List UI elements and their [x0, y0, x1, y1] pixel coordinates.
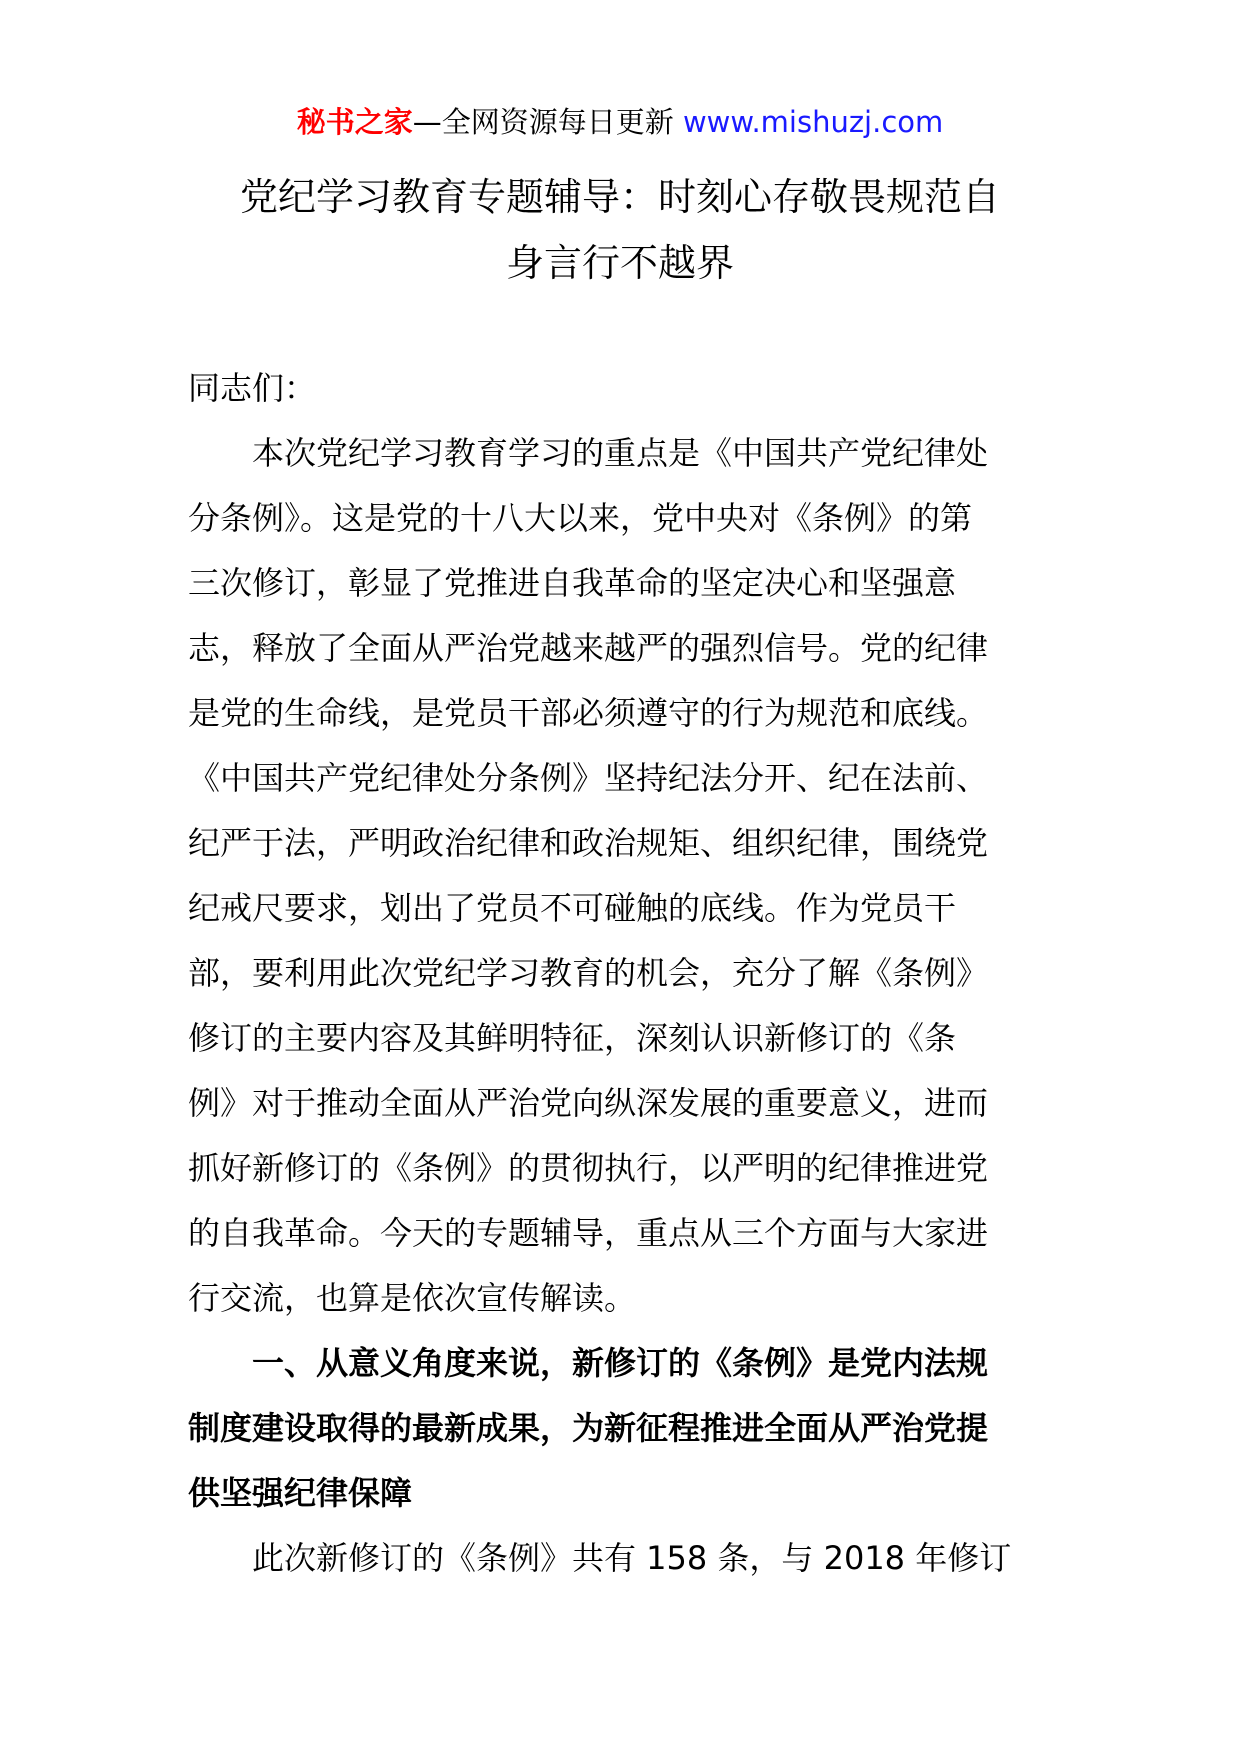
paragraph-line: 本次党纪学习教育学习的重点是《中国共产党纪律处 — [252, 434, 989, 472]
paragraph-line: 例》对于推动全面从严治党向纵深发展的重要意义，进而 — [188, 1084, 989, 1122]
paragraph-line: 纪戒尺要求，划出了党员不可碰触的底线。作为党员干 — [188, 889, 957, 927]
title-line: 党纪学习教育专题辅导：时刻心存敬畏规范自 — [239, 175, 1000, 219]
paragraph-line: 的自我革命。今天的专题辅导，重点从三个方面与大家进 — [188, 1214, 989, 1252]
heading-line: 一、从意义角度来说，新修订的《条例》是党内法规 — [252, 1344, 989, 1382]
paragraph-line: 分条例》。这是党的十八大以来，党中央对《条例》的第 — [188, 499, 973, 537]
paragraph-line: 纪严于法，严明政治纪律和政治规矩、组织纪律，围绕党 — [188, 824, 989, 862]
section-heading-1 — [188, 1331, 1068, 1526]
brand-name: 秘书之家 — [296, 105, 413, 139]
paragraph-intro — [188, 421, 1068, 1331]
paragraph-line: 志，释放了全面从严治党越来越严的强烈信号。党的纪律 — [188, 629, 989, 667]
paragraph-line: 部，要利用此次党纪学习教育的机会，充分了解《条例》 — [188, 954, 989, 992]
heading-line: 供坚强纪律保障 — [188, 1474, 413, 1512]
site-banner — [0, 102, 1240, 142]
title-line: 身言行不越界 — [505, 241, 734, 285]
paragraph-line: 三次修订，彰显了党推进自我革命的坚定决心和坚强意 — [188, 564, 957, 602]
heading-line: 制度建设取得的最新成果，为新征程推进全面从严治党提 — [188, 1409, 989, 1447]
salutation: 同志们： — [188, 369, 317, 407]
paragraph-line: 《中国共产党纪律处分条例》坚持纪法分开、纪在法前、 — [188, 759, 989, 797]
paragraph-section-1 — [188, 1526, 1068, 1591]
document-title — [150, 164, 1090, 296]
document-body — [188, 356, 1068, 1591]
banner-tagline: —全网资源每日更新 — [412, 105, 683, 139]
paragraph-line: 行交流，也算是依次宣传解读。 — [188, 1279, 637, 1317]
paragraph-line: 是党的生命线，是党员干部必须遵守的行为规范和底线。 — [188, 694, 989, 732]
site-url-link[interactable]: www.mishuzj.com — [682, 105, 944, 139]
paragraph-line: 抓好新修订的《条例》的贯彻执行，以严明的纪律推进党 — [188, 1149, 989, 1187]
paragraph-line: 修订的主要内容及其鲜明特征，深刻认识新修订的《条 — [188, 1019, 957, 1057]
paragraph-line: 此次新修订的《条例》共有 158 条，与 2018 年修订 — [252, 1539, 1012, 1577]
